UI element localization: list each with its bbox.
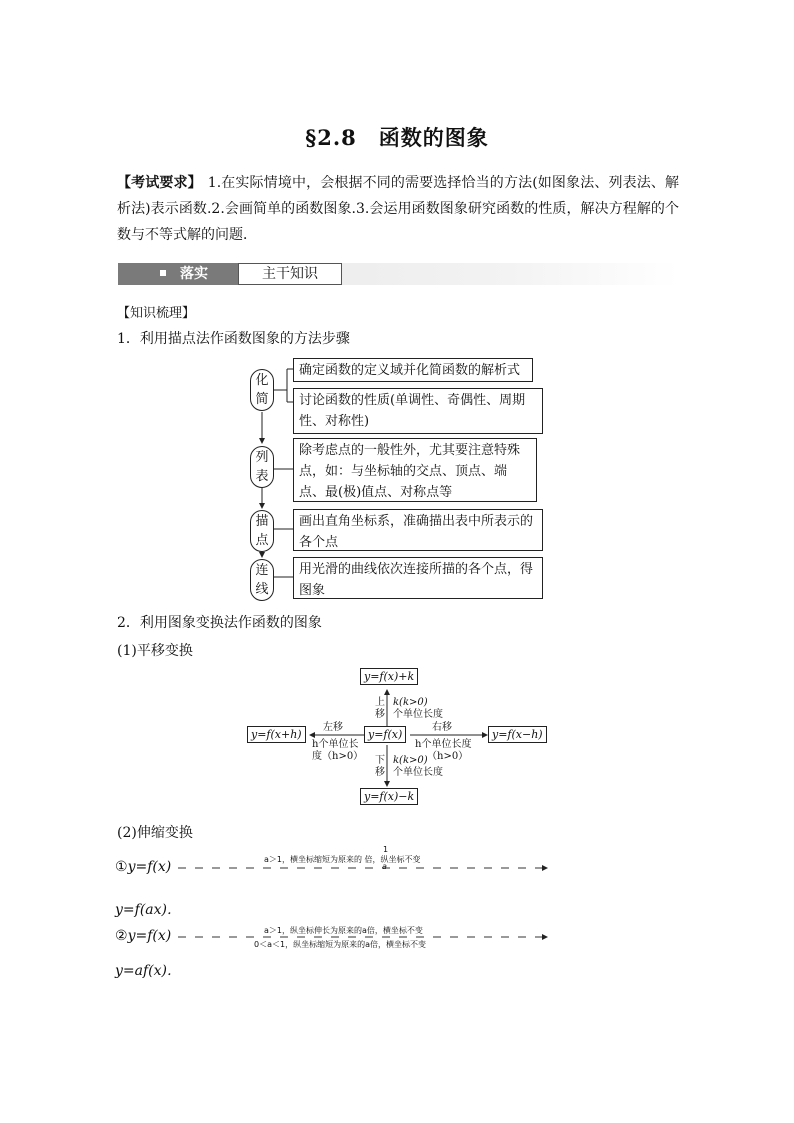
- up-unit: 个单位长度: [393, 709, 443, 720]
- stretch1-result: y=f(ax)．: [115, 902, 181, 918]
- page-title: §2.8 函数的图象: [305, 125, 489, 150]
- stretch2-num: ②: [115, 928, 128, 944]
- down-cond: k(k>0): [393, 755, 428, 766]
- shift-top: y=f(x)+k: [360, 668, 418, 685]
- sub1-heading: (1)平移变换: [117, 643, 193, 659]
- up-char-b: 移: [375, 709, 385, 720]
- stretch1-label: a＞1，横坐标缩短为原来的 倍，纵坐标不变: [264, 855, 421, 864]
- stretch2-result: y=af(x)．: [115, 963, 181, 979]
- up-cond: k(k>0): [393, 697, 428, 708]
- exam-text: 1.在实际情境中，会根据不同的需要选择恰当的方法(如图象法、列表法、解析法)表示函数.2.会画简单的函数图象.3.会运用函数图象研究函数的性质，解决方程解的个数与不等式解的问题．: [117, 175, 679, 243]
- shift-bottom: y=f(x)−k: [360, 788, 418, 805]
- stretch1-frac-bottom: a: [382, 862, 387, 871]
- sub2-heading: (2)伸缩变换: [117, 825, 193, 841]
- item2-heading: 2．利用图象变换法作函数的图象: [117, 615, 322, 631]
- down-char-b: 移: [375, 767, 385, 778]
- step-label: 点: [255, 533, 269, 548]
- flow-box: 用光滑的曲线依次连接所描的各个点，得图象: [293, 557, 543, 599]
- stretch1-func: y=f(x): [127, 859, 172, 875]
- left-unit: h个单位长: [312, 739, 359, 750]
- stretch2-start: [115, 928, 171, 944]
- shift-left: y=f(x+h): [247, 726, 306, 743]
- left-move: 左移: [323, 722, 343, 733]
- banner-light-label: 主干知识: [238, 263, 342, 285]
- step-label: 表: [255, 469, 269, 484]
- flow-box: 确定函数的定义域并化简函数的解析式: [293, 358, 533, 382]
- left-cond: 度（h>0）: [312, 751, 364, 762]
- item1-heading: 1．利用描点法作函数图象的方法步骤: [117, 331, 350, 347]
- stretch2-label-bottom: 0＜a＜1，纵坐标缩短为原来的a倍，横坐标不变: [254, 940, 426, 949]
- exam-tag: 【考试要求】: [117, 175, 202, 191]
- banner-dark-label: 落实: [180, 266, 208, 282]
- right-unit: h个单位长度: [415, 739, 472, 750]
- right-cond: （h>0）: [427, 751, 469, 762]
- up-char-a: 上: [375, 697, 385, 708]
- down-unit: 个单位长度: [393, 767, 443, 778]
- stretch2-func: y=f(x): [127, 928, 172, 944]
- stretch2-label-top: a＞1，纵坐标伸长为原来的a倍，横坐标不变: [264, 926, 423, 935]
- flow-box: 讨论函数的性质(单调性、奇偶性、周期性、对称性): [293, 388, 543, 434]
- step-label: 列: [255, 450, 269, 465]
- stretch1-start: [115, 859, 171, 875]
- section-label: 【知识梳理】: [117, 306, 196, 321]
- right-move: 右移: [432, 722, 452, 733]
- stretch1-frac-top: 1: [383, 845, 389, 854]
- step-label: 描: [255, 514, 269, 529]
- shift-center: y=f(x): [364, 726, 406, 743]
- step-label: 连: [255, 563, 269, 578]
- step-label: 线: [255, 582, 269, 597]
- stretch1-num: ①: [115, 859, 128, 875]
- flow-box: 画出直角坐标系，准确描出表中所表示的各个点: [293, 509, 543, 551]
- step-label: 简: [255, 392, 269, 407]
- flow-box: 除考虑点的一般性外，尤其要注意特殊点，如：与坐标轴的交点、顶点、端点、最(极)值点、对称点等: [293, 438, 537, 502]
- step-label: 化: [255, 373, 269, 388]
- shift-right: y=f(x−h): [488, 726, 547, 743]
- down-char-a: 下: [375, 755, 385, 766]
